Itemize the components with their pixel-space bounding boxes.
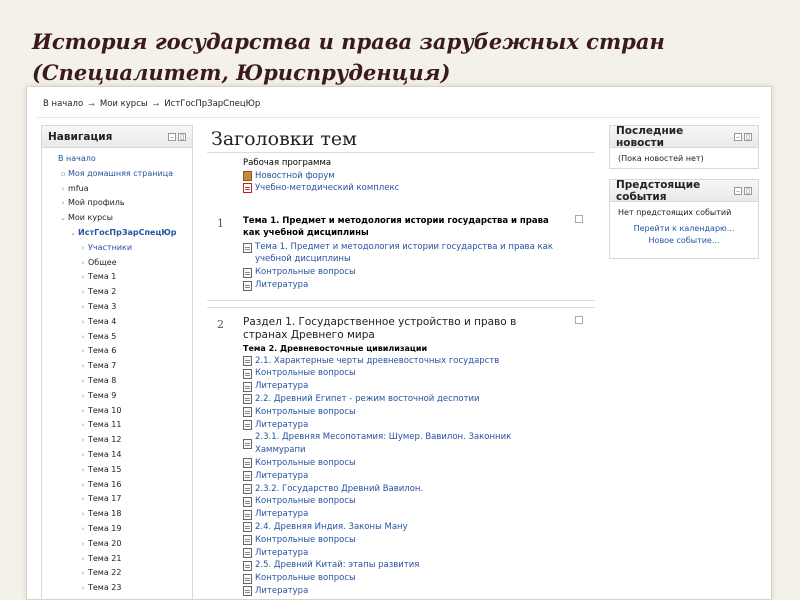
nav-item-label: mfua (68, 183, 89, 193)
resource-row[interactable] (243, 431, 555, 457)
document-icon (243, 471, 252, 481)
breadcrumb-arrow-icon: → (152, 99, 160, 109)
collapsed-arrow-icon: › (81, 569, 85, 578)
resource-link[interactable]: Контрольные вопросы (255, 368, 356, 379)
forum-link[interactable]: Новостной форум (255, 170, 335, 181)
nav-item-label: Тема 17 (88, 494, 122, 504)
document-icon (243, 586, 252, 596)
section-label: Рабочая программа (243, 158, 332, 168)
news-body: (Пока новостей нет) (618, 154, 704, 163)
collapsed-arrow-icon: › (81, 273, 85, 282)
highlight-checkbox[interactable] (575, 316, 583, 324)
section-heading: Раздел 1. Государственное устройство и право в странах Древнего мира (243, 315, 517, 341)
collapsed-arrow-icon: › (81, 347, 85, 356)
nav-item[interactable] (42, 315, 192, 330)
nav-item-label: Тема 18 (88, 509, 122, 519)
breadcrumb-home[interactable]: В начало (43, 99, 84, 109)
collapsed-arrow-icon: › (81, 524, 85, 533)
resource-row[interactable] (243, 483, 555, 496)
document-icon (243, 458, 252, 468)
resource-row[interactable] (243, 534, 555, 547)
nav-item-label: Тема 1 (88, 272, 117, 282)
resource-link[interactable]: Контрольные вопросы (255, 267, 356, 278)
forum-link-row[interactable] (243, 170, 595, 183)
nav-item[interactable] (42, 433, 192, 448)
nav-item[interactable] (42, 374, 192, 389)
resource-row[interactable] (243, 367, 555, 380)
resource-link[interactable]: Литература (255, 381, 309, 392)
collapsed-arrow-icon: › (81, 317, 85, 326)
nav-item[interactable] (42, 241, 192, 256)
page-icon: ▫ (60, 169, 66, 178)
nav-item-label: Тема 7 (88, 361, 117, 371)
breadcrumb (43, 99, 260, 109)
navigation-title: Навигация (48, 130, 113, 143)
resource-row[interactable] (243, 393, 555, 406)
nav-item[interactable] (42, 566, 192, 581)
events-empty-text: Нет предстоящих событий (618, 208, 732, 217)
forum-icon (243, 171, 252, 181)
calendar-link[interactable]: Перейти к календарю... (633, 224, 735, 233)
block-controls (168, 133, 186, 141)
resource-link[interactable]: Литература (255, 509, 309, 520)
nav-item[interactable] (42, 478, 192, 493)
events-block (609, 179, 759, 259)
resource-link[interactable]: Контрольные вопросы (255, 534, 356, 545)
document-icon (243, 484, 252, 494)
collapsed-arrow-icon: › (81, 302, 85, 311)
resource-link[interactable]: 2.2. Древний Египет - режим восточной деспотии (255, 394, 480, 405)
breadcrumb-my-courses[interactable]: Мои курсы (99, 99, 148, 109)
document-icon (243, 522, 252, 532)
section-number: 1 (217, 216, 224, 230)
resource-link[interactable]: Контрольные вопросы (255, 496, 356, 507)
collapse-icon[interactable]: – (734, 187, 742, 195)
nav-item[interactable] (42, 359, 192, 374)
expand-arrow-icon: ⌄ (60, 214, 66, 223)
resource-row[interactable] (243, 559, 555, 572)
nav-item-label: Тема 9 (88, 390, 117, 400)
nav-item-label: Тема 23 (88, 583, 122, 593)
document-icon (243, 243, 252, 253)
document-icon (243, 497, 252, 507)
nav-item-label: Тема 3 (88, 301, 117, 311)
resource-row[interactable] (243, 266, 555, 279)
nav-item[interactable] (42, 522, 192, 537)
nav-item-label: Участники (88, 242, 133, 252)
document-icon (243, 394, 252, 404)
document-icon (243, 510, 252, 520)
dock-icon[interactable]: ▯ (744, 187, 752, 195)
news-header (610, 126, 758, 148)
collapse-icon[interactable]: – (168, 133, 176, 141)
document-icon (243, 382, 252, 392)
topic-section-2 (207, 307, 595, 598)
resource-link[interactable]: Литература (255, 586, 309, 597)
nav-item[interactable] (42, 537, 192, 552)
nav-item[interactable] (42, 270, 192, 285)
resource-row[interactable] (243, 495, 555, 508)
nav-item-label: Тема 12 (88, 435, 122, 445)
breadcrumb-course[interactable]: ИстГосПрЗарСпецЮр (164, 99, 261, 109)
resource-row[interactable] (243, 547, 555, 560)
nav-item[interactable] (42, 418, 192, 433)
events-header (610, 180, 758, 202)
news-block (609, 125, 759, 169)
collapsed-arrow-icon: › (61, 184, 65, 193)
resource-row[interactable] (243, 457, 555, 470)
nav-item-label: Тема 22 (88, 568, 122, 578)
nav-item[interactable] (42, 285, 192, 300)
resource-row[interactable] (243, 585, 555, 598)
news-title: Последние новости (616, 124, 684, 149)
document-icon (243, 281, 252, 291)
resource-link[interactable]: Контрольные вопросы (255, 458, 356, 469)
nav-item[interactable] (42, 256, 192, 271)
collapsed-arrow-icon: › (81, 450, 85, 459)
collapsed-arrow-icon: › (81, 362, 85, 371)
collapsed-arrow-icon: › (81, 510, 85, 519)
section-number: 2 (217, 317, 224, 331)
collapsed-arrow-icon: › (61, 199, 65, 208)
browser-screenshot (26, 86, 772, 600)
nav-item-label: Тема 19 (88, 523, 122, 533)
nav-item[interactable] (42, 211, 192, 226)
nav-item-label: Тема 21 (88, 553, 122, 563)
document-icon (243, 439, 252, 449)
nav-item[interactable] (42, 226, 192, 241)
nav-item-label: Тема 8 (88, 375, 117, 385)
nav-item[interactable] (42, 552, 192, 567)
expand-arrow-icon: ⌄ (70, 228, 76, 237)
resource-row[interactable] (243, 508, 555, 521)
resource-row[interactable] (243, 279, 555, 292)
collapsed-arrow-icon: › (81, 584, 85, 593)
nav-item-label: Тема 2 (88, 287, 117, 297)
document-icon (243, 356, 252, 366)
document-icon (243, 548, 252, 558)
resource-row[interactable] (243, 470, 555, 483)
collapsed-arrow-icon: › (81, 495, 85, 504)
collapsed-arrow-icon: › (81, 480, 85, 489)
document-icon (243, 407, 252, 417)
nav-item[interactable] (42, 330, 192, 345)
collapsed-arrow-icon: › (81, 406, 85, 415)
nav-item[interactable] (42, 167, 192, 182)
collapsed-arrow-icon: › (81, 391, 85, 400)
dock-icon[interactable]: ▯ (178, 133, 186, 141)
nav-item[interactable] (42, 581, 192, 596)
document-icon (243, 369, 252, 379)
resource-link[interactable]: 2.4. Древняя Индия. Законы Ману (255, 522, 408, 533)
resource-row[interactable] (243, 419, 555, 432)
topic-section-1 (207, 209, 595, 301)
resource-link[interactable]: 2.3.1. Древняя Месопотамия: Шумер. Вавилон. Законник Хаммурапи (255, 432, 512, 456)
nav-item-label: Мои курсы (68, 213, 113, 223)
nav-item-label: Тема 15 (88, 464, 122, 474)
section-subheading: Тема 2. Древневосточные цивилизации (243, 343, 428, 353)
collapse-icon[interactable]: – (734, 133, 742, 141)
nav-item-label: ИстГосПрЗарСпецЮр (78, 227, 177, 237)
nav-item[interactable] (42, 492, 192, 507)
breadcrumb-arrow-icon: → (88, 99, 95, 109)
nav-item-label: В начало (58, 154, 96, 163)
collapsed-arrow-icon: › (81, 421, 85, 430)
resource-link[interactable]: Тема 1. Предмет и методология истории государства и права как учебной дисциплины (255, 241, 553, 265)
nav-item[interactable] (42, 300, 192, 315)
resource-link[interactable]: 2.1. Характерные черты древневосточных государств (255, 355, 500, 366)
document-icon (243, 574, 252, 584)
events-title: Предстоящие события (616, 178, 701, 203)
nav-item[interactable] (42, 507, 192, 522)
document-icon (243, 420, 252, 430)
resource-link[interactable]: Литература (255, 419, 309, 430)
pdf-icon (243, 183, 252, 193)
nav-item-label: Тема 6 (88, 346, 117, 356)
collapsed-arrow-icon: › (81, 258, 85, 267)
nav-item-label: Тема 5 (88, 331, 117, 341)
resource-link[interactable]: Контрольные вопросы (255, 573, 356, 584)
resource-row[interactable] (243, 241, 555, 267)
section-heading: Тема 1. Предмет и методология истории государства и права как учебной дисциплины (243, 215, 549, 238)
resource-row[interactable] (243, 380, 555, 393)
divider (37, 117, 761, 118)
nav-item-label: Моя домашняя страница (68, 168, 174, 178)
page-title: Заголовки тем (207, 125, 595, 153)
nav-item[interactable] (42, 389, 192, 404)
nav-item-label: Тема 4 (88, 316, 117, 326)
collapsed-arrow-icon: › (81, 243, 85, 252)
document-icon (243, 561, 252, 571)
section-items (243, 355, 555, 598)
resource-row[interactable] (243, 521, 555, 534)
nav-item-label: Мой профиль (68, 198, 125, 208)
dock-icon[interactable]: ▯ (744, 133, 752, 141)
collapsed-arrow-icon: › (81, 332, 85, 341)
nav-item[interactable] (42, 463, 192, 478)
resource-row[interactable] (243, 406, 555, 419)
navigation-block (41, 125, 193, 600)
nav-item[interactable] (42, 182, 192, 197)
umk-link[interactable]: Учебно-методический комплекс (255, 183, 400, 193)
collapsed-arrow-icon: › (81, 376, 85, 385)
collapsed-arrow-icon: › (81, 436, 85, 445)
collapsed-arrow-icon: › (81, 554, 85, 563)
navigation-header (42, 126, 192, 148)
navigation-tree (42, 148, 192, 596)
section-items (243, 241, 555, 292)
resource-link[interactable]: Литература (255, 470, 309, 481)
nav-item[interactable] (42, 196, 192, 211)
slide-title: История государства и права зарубежных стран (Специалитет, Юриспруденция) (32, 29, 665, 85)
nav-item[interactable] (42, 152, 192, 167)
main-content (207, 125, 595, 598)
collapsed-arrow-icon: › (81, 288, 85, 297)
resource-link[interactable]: 2.3.2. Государство Древний Вавилон. (255, 483, 424, 494)
nav-item-label: Тема 11 (88, 420, 122, 430)
collapsed-arrow-icon: › (81, 539, 85, 548)
new-event-link[interactable]: Новое событие... (648, 236, 720, 245)
nav-item[interactable] (42, 344, 192, 359)
document-icon (243, 535, 252, 545)
resource-link[interactable]: 2.5. Древний Китай: этапы развития (255, 560, 420, 571)
nav-item-label: Тема 10 (88, 405, 122, 415)
general-section (207, 153, 595, 195)
resource-link[interactable]: Литература (255, 279, 309, 290)
highlight-checkbox[interactable] (575, 215, 583, 223)
resource-link[interactable]: Контрольные вопросы (255, 406, 356, 417)
nav-item-label: Общее (88, 257, 117, 267)
resource-link[interactable]: Литература (255, 547, 309, 558)
resource-row[interactable] (243, 355, 555, 368)
collapsed-arrow-icon: › (81, 465, 85, 474)
nav-item-label: Тема 20 (88, 538, 122, 548)
nav-item[interactable] (42, 404, 192, 419)
umk-link-row[interactable] (243, 182, 595, 195)
nav-item-label: Тема 16 (88, 479, 122, 489)
document-icon (243, 268, 252, 278)
resource-row[interactable] (243, 572, 555, 585)
nav-item-label: Тема 14 (88, 449, 122, 459)
nav-item[interactable] (42, 448, 192, 463)
